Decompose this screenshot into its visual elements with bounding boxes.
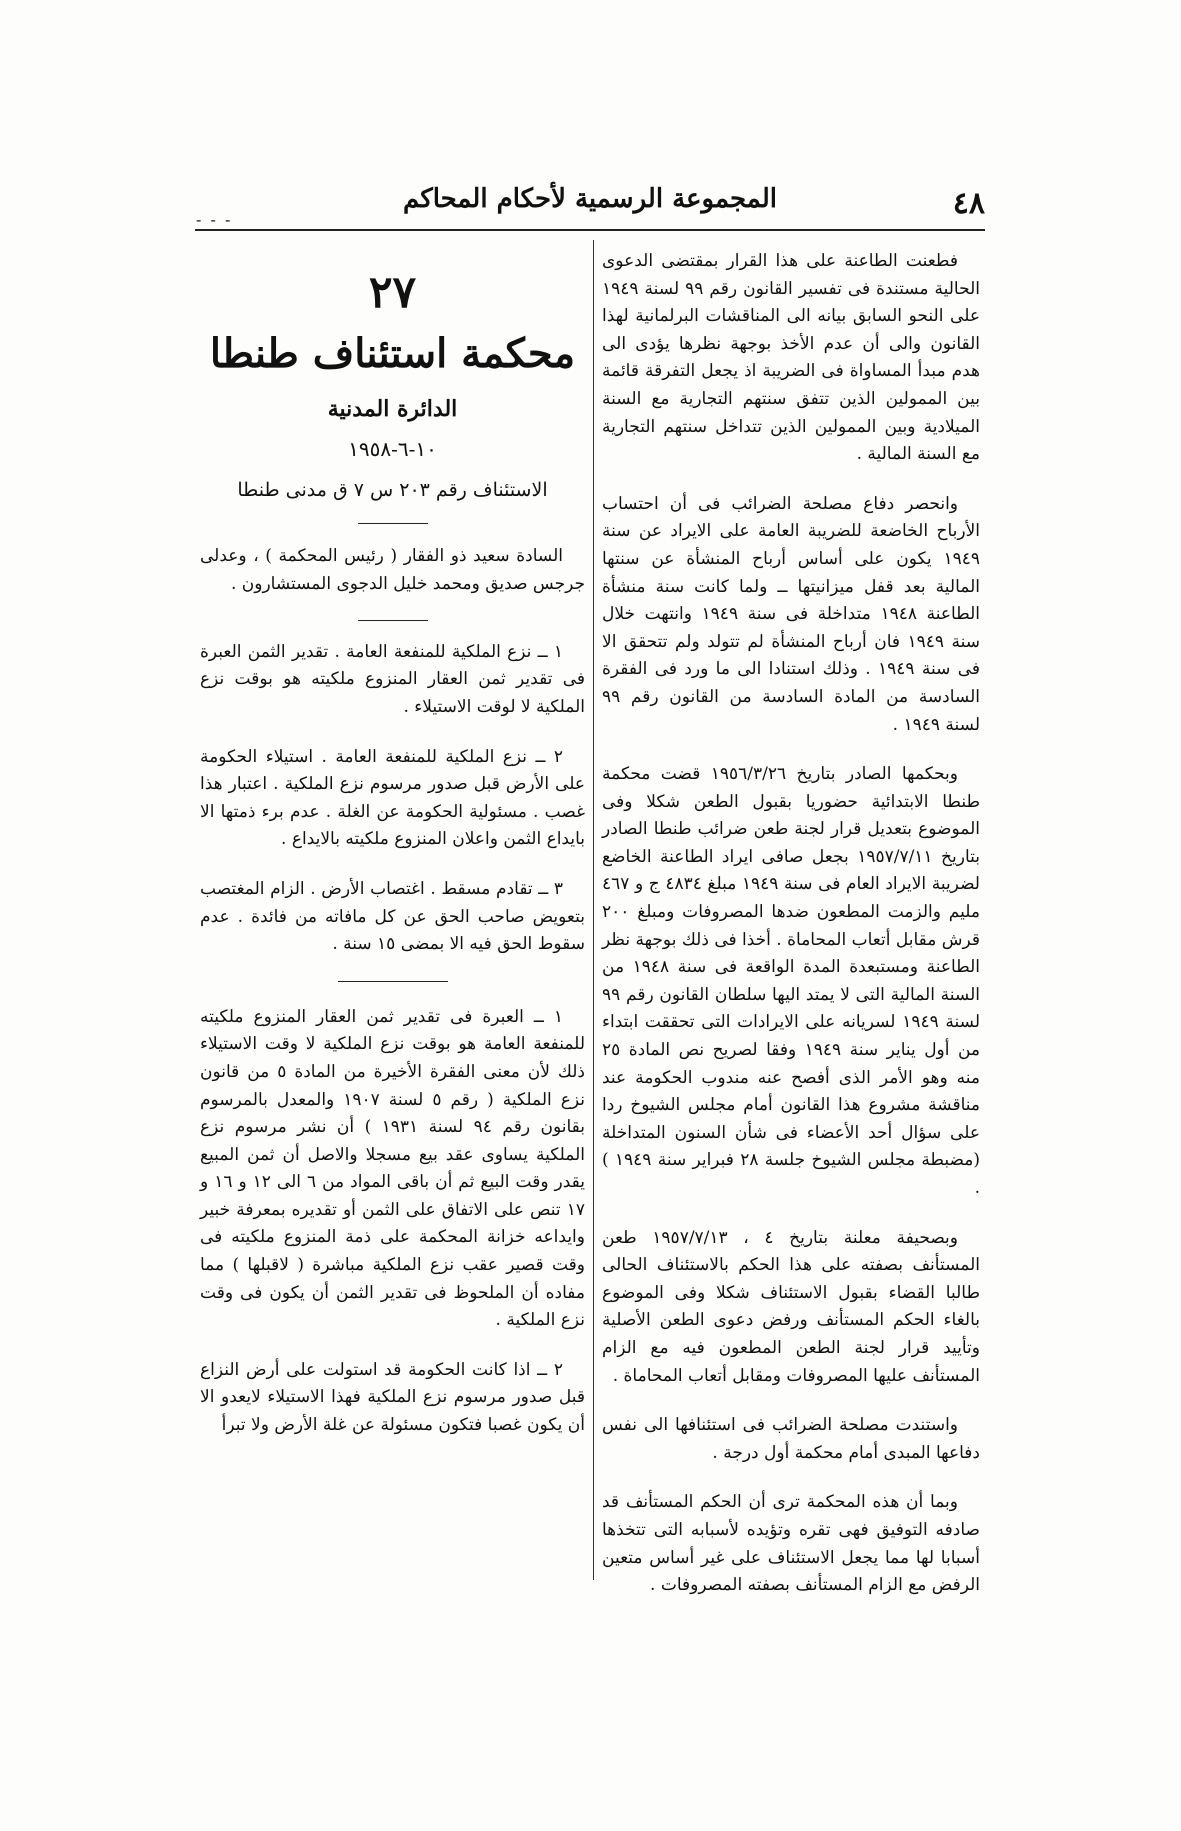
column-divider xyxy=(593,240,594,1580)
page-number: ٤٨ xyxy=(952,186,985,221)
section-rule xyxy=(338,981,448,982)
paragraph: واستندت مصلحة الضرائب فى استئنافها الى نفس دفاعها المبدى أمام محكمة أول درجة . xyxy=(602,1415,980,1463)
bench-composition: السادة سعيد ذو الفقار ( رئيس المحكمة ) ، وعدلى جرجس صديق ومحمد خليل الدجوى المستشارون . xyxy=(200,545,585,594)
appeal-reference: الاستئناف رقم ٢٠٣ س ٧ ق مدنى طنطا xyxy=(237,479,548,502)
legal-principle: ١ ــ العبرة فى تقدير ثمن العقار المنزوع ملكيته للمنفعة العامة هو بوقت نزع الملكية لا وقت الاستيلاء ذلك لأن معنى الفقرة الأخيرة من المادة ٥ من قانون نزع الملكية ( رقم ٥ لسنة ١٩٠٧ والمعدل بالمرسوم بقانون رقم ٩٤ لسنة ١٩٣١ ) أن نشر مرسوم نزع الملكية يساوى عقد بيع مسجلا والاصل أن ثمن المبيع يقدر وقت البيع ثم أن باقى المواد من ٦ الى ١٢ و ١٦ و ١٧ تنص على الاتفاق على الثمن أو تقديره بمعرفة خبير وايداعه خزانة المحكمة على ذمة المنزوع ملكيته فى وقت قصير عقب نزع الملكية مباشرة ( لاقبلها ) مما مفاده أن الملحوظ فى تقدير الثمن أن يكون فى وقت نزع الملكية . xyxy=(200,1006,585,1331)
case-number: ٢٧ xyxy=(368,267,417,318)
paragraph: وبصحيفة معلنة بتاريخ ٤ ، ١٩٥٧/٧/١٣ طعن المستأنف بصفته على هذا الحكم بالاستئناف الحالى طالبا القضاء بقبول الاستئناف شكلا وفى الموضوع بالغاء الحكم المستأنف ورفض دعوى الطعن الأصلية وتأييد قرار لجنة الطعن المطعون فيه مع الزام المستأنف عليها المصروفات ومقابل أتعاب المحاماة . xyxy=(602,1227,980,1386)
court-name: محكمة استئناف طنطا xyxy=(209,330,576,377)
headnote: ٢ ــ نزع الملكية للمنفعة العامة . استيلاء الحكومة على الأرض قبل صدور مرسوم نزع الملكية . اعتبار هذا غصب . مسئولية الحكومة عن الغلة . عدم برء ذمتها الا بايداع الثمن واعلان المنزوع ملكيته بالايداع . xyxy=(200,746,585,850)
headnote: ٣ ــ تقادم مسقط . اغتصاب الأرض . الزام المغتصب بتعويض صاحب الحق عن كل مافاته من فائدة . عدم سقوط الحق فيه الا بمضى ١٥ سنة . xyxy=(200,878,585,955)
headnote: ١ ــ نزع الملكية للمنفعة العامة . تقدير الثمن العبرة فى تقدير ثمن العقار المنزوع ملكيته هو بوقت نزع الملكية لا لوقت الاستيلاء . xyxy=(200,641,585,717)
left-column xyxy=(200,248,585,1462)
paragraph: فطعنت الطاعنة على هذا القرار بمقتضى الدعوى الحالية مستندة فى تفسير القانون رقم ٩٩ لسنة ١٩٤٩ على النحو السابق بيانه الى المناقشات البرلمانية لهذا القانون والى أن عدم الأخذ بوجهة نظرها يؤدى الى هدم مبدأ المساواة فى الضريبة اذ يجعل التفرقة قائمة بين الممولين الذين تتفق سنتهم التجارية مع السنة الميلادية وبين الممولين الذين تتداخل سنتهم التجارية مع السنة المالية . xyxy=(602,251,980,465)
legal-principle: ٢ ــ اذا كانت الحكومة قد استولت على أرض النزاع قبل صدور مرسوم نزع الملكية فهذا الاستيلاء لايعدو الا أن يكون غصبا فتكون مسئولة عن غلة الأرض ولا تبرأ xyxy=(200,1359,585,1436)
section-rule xyxy=(358,620,428,621)
running-title: المجموعة الرسمية لأحكام المحاكم xyxy=(403,184,777,214)
paragraph: وبحكمها الصادر بتاريخ ١٩٥٦/٣/٢٦ قضت محكمة طنطا الابتدائية حضوريا بقبول الطعن شكلا وفى الموضوع بتعديل قرار لجنة طعن ضرائب طنطا الصادر بتاريخ ١٩٥٧/٧/١١ بجعل صافى ايراد الطاعنة الخاضع لضريبة الايراد العام فى سنة ١٩٤٩ مبلغ ٤٨٣٤ ج و ٤٦٧ مليم والزمت المطعون ضدها المصروفات ومبلغ ٢٠٠ قرش مقابل أتعاب المحاماة . أخذا فى ذلك بوجهة نظر الطاعنة ومستبعدة المدة الواقعة فى سنة ١٩٤٨ من السنة المالية التى لا يمتد اليها سلطان القانون رقم ٩٩ لسنة ١٩٤٩ لسريانه على الايرادات التى تحققت ابتداء من أول يناير سنة ١٩٤٩ وفقا لصريح نص المادة ٢٥ منه وهو الأمر الذى أفصح عنه مندوب الحكومة عند مناقشة مشروع هذا القانون أمام مجلس الشيوخ ردا على سؤال أحد الأعضاء فى شأن السنون المتداخلة (مضبطة مجلس الشيوخ جلسة ٢٨ فبراير سنة ١٩٤٩ ) . xyxy=(602,764,981,1198)
paragraph: وبما أن هذه المحكمة ترى أن الحكم المستأنف قد صادفه التوفيق فهى تقره وتؤيده لأسبابه التى تتخذها أسبابا لها مما يجعل الاستئناف على غير أساس متعين الرفض مع الزام المستأنف بصفته المصروفات . xyxy=(602,1492,980,1596)
header-rule xyxy=(195,229,985,231)
section-rule xyxy=(358,523,428,524)
page-header xyxy=(195,180,985,230)
judgment-date: ١٠-٦-١٩٥٨ xyxy=(348,436,437,461)
circuit-name: الدائرة المدنية xyxy=(327,396,458,422)
header-dots: - - - xyxy=(196,210,233,229)
right-column xyxy=(602,248,980,1622)
paragraph: وانحصر دفاع مصلحة الضرائب فى أن احتساب الأرباح الخاضعة للضريبة العامة على الايراد عن سنة ١٩٤٩ يكون على أساس أرباح المنشأة عن سنتها المالية بعد قفل ميزانيتها ــ ولما كانت سنة منشأة الطاعنة ١٩٤٨ متداخلة فى سنة ١٩٤٩ وانتهت خلال سنة ١٩٤٩ فان أرباح المنشأة لم تتولد ولم تتحقق الا فى سنة ١٩٤٩ . وذلك استنادا الى ما ورد فى الفقرة السادسة من المادة السادسة من القانون رقم ٩٩ لسنة ١٩٤٩ . xyxy=(602,493,980,735)
